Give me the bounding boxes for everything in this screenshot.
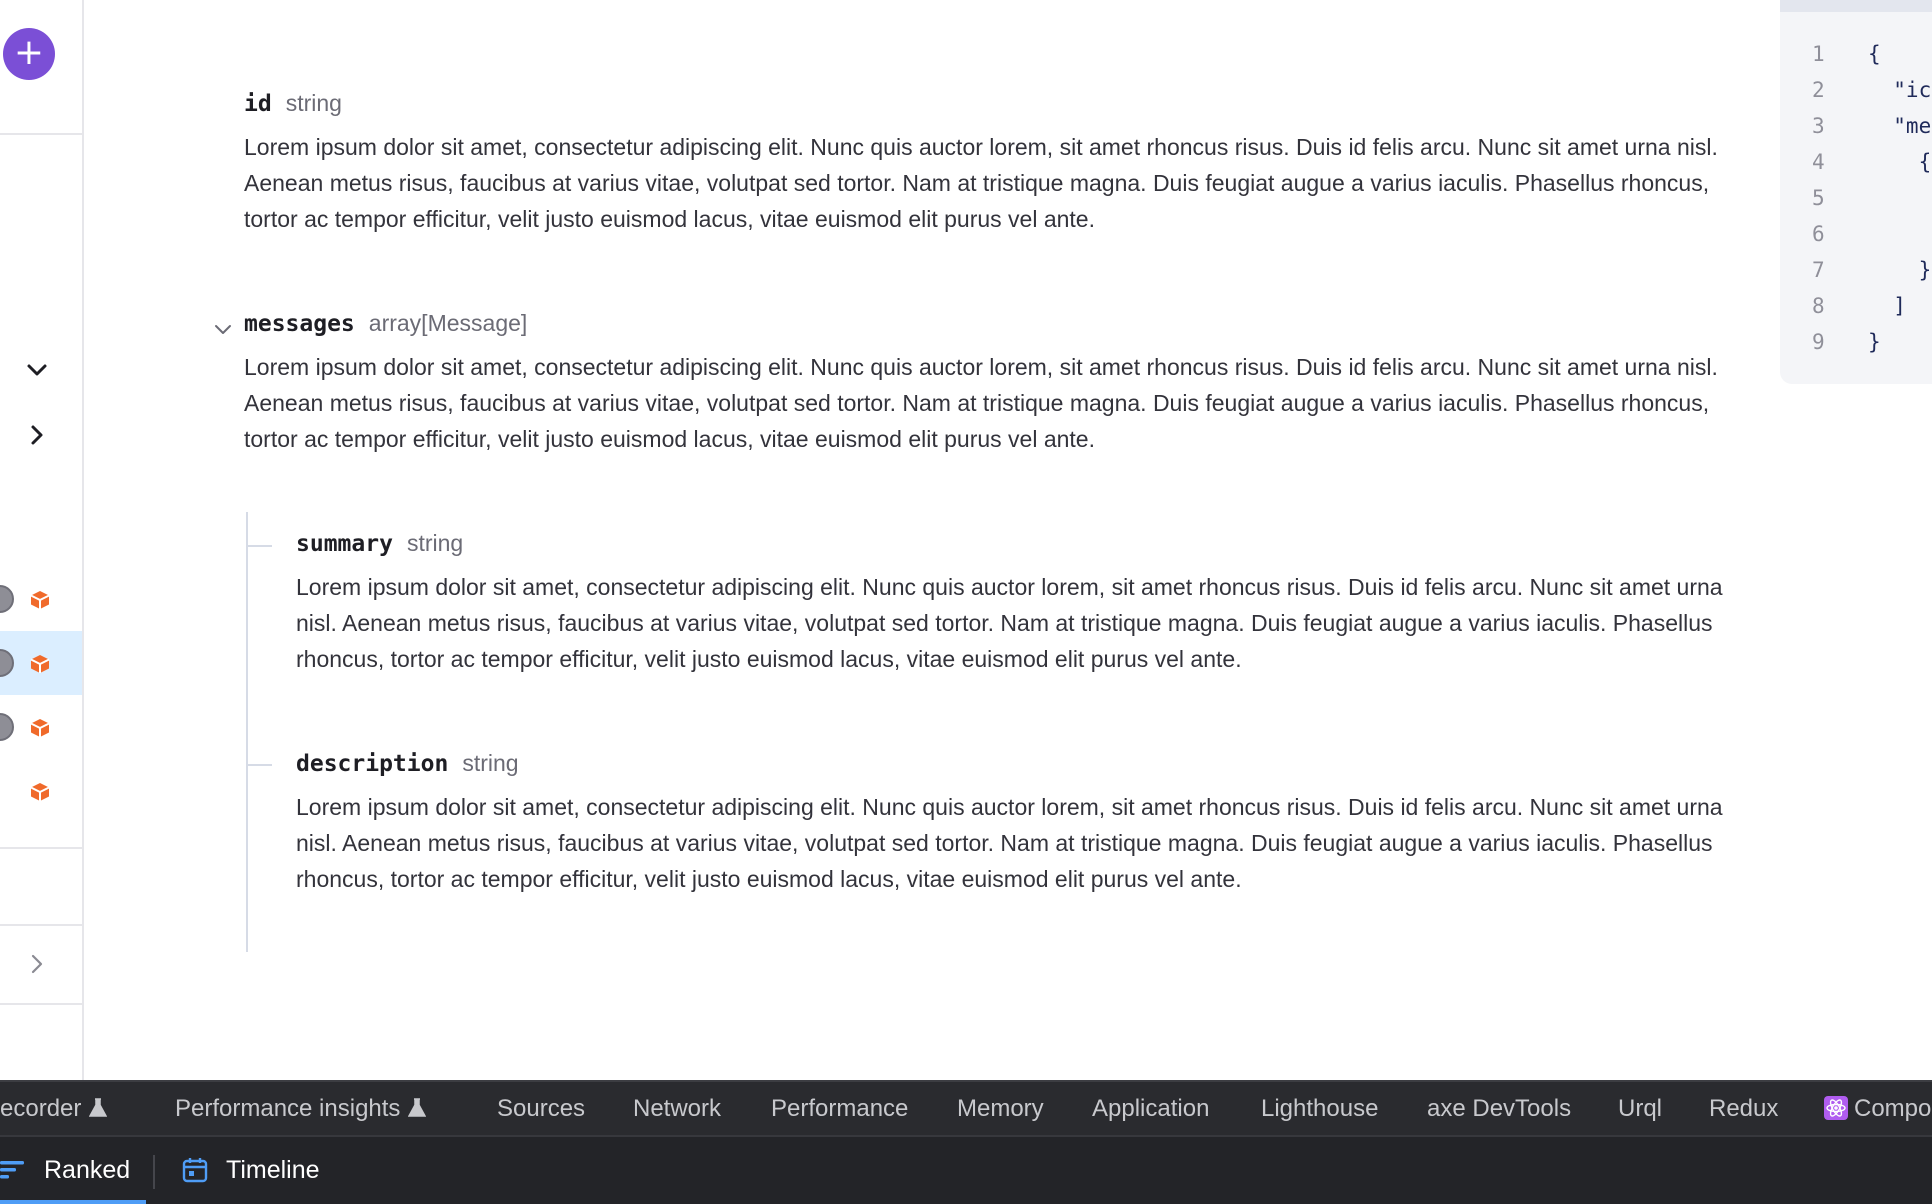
tab-axe-devtools[interactable]: axe DevTools bbox=[1427, 1095, 1572, 1122]
field-description: Lorem ipsum dolor sit amet, consectetur adipiscing elit. Nunc quis auctor lorem, sit amet rhoncus risus. Duis id felis arcu. Nunc sit amet urna nisl. Aenean metus risus, faucibus at varius vitae, volutpat sed tortor. Nam at tristique magna. Duis feugiat augue a varius iaculis. Phasellus rhoncus, tortor ac tempor efficitur, velit justo euismod lacus, vitae euismod elit purus vel ante. bbox=[296, 574, 1723, 672]
field-name: messages bbox=[244, 311, 355, 337]
tab-urql[interactable]: Urql bbox=[1618, 1095, 1663, 1122]
field-description: Lorem ipsum dolor sit amet, consectetur adipiscing elit. Nunc quis auctor lorem, sit amet rhoncus risus. Duis id felis arcu. Nunc sit amet urna nisl. Aenean metus risus, faucibus at varius vitae, volutpat sed tortor. Nam at tristique magna. Duis feugiat augue a varius iaculis. Phasellus rhoncus, tortor ac tempor efficitur, velit justo euismod lacus, vitae euismod elit purus vel ante. bbox=[244, 134, 1718, 232]
sidebar-divider bbox=[0, 133, 82, 135]
field-id bbox=[244, 90, 1724, 237]
field-name: summary bbox=[296, 531, 393, 557]
devtools-tabbar bbox=[0, 1080, 1932, 1135]
tab-lighthouse[interactable]: Lighthouse bbox=[1261, 1095, 1379, 1122]
cube-icon bbox=[29, 653, 51, 675]
schema-docs bbox=[84, 0, 1764, 1080]
tab-components[interactable]: Compo bbox=[1824, 1082, 1931, 1135]
nesting-tick bbox=[248, 764, 272, 766]
sidebar-divider bbox=[0, 924, 82, 926]
cube-icon bbox=[29, 589, 51, 611]
tab-separator bbox=[153, 1155, 155, 1189]
field-type: string bbox=[406, 530, 464, 556]
sidebar-divider bbox=[0, 1003, 82, 1005]
field-type: array[Message] bbox=[368, 310, 528, 336]
status-dot bbox=[0, 585, 14, 613]
sidebar-item[interactable] bbox=[0, 695, 82, 759]
status-dot bbox=[0, 713, 14, 741]
sidebar-divider bbox=[0, 847, 82, 849]
sidebar-item[interactable] bbox=[0, 567, 82, 631]
tab-recorder[interactable]: ecorder bbox=[0, 1082, 107, 1135]
tab-performance-insights[interactable]: Performance insights bbox=[175, 1082, 426, 1135]
status-dot bbox=[0, 649, 14, 677]
nesting-tick bbox=[248, 545, 272, 547]
tab-timeline[interactable]: Timeline bbox=[182, 1137, 320, 1204]
field-description: Lorem ipsum dolor sit amet, consectetur adipiscing elit. Nunc quis auctor lorem, sit amet rhoncus risus. Duis id felis arcu. Nunc sit amet urna nisl. Aenean metus risus, faucibus at varius vitae, volutpat sed tortor. Nam at tristique magna. Duis feugiat augue a varius iaculis. Phasellus rhoncus, tortor ac tempor efficitur, velit justo euismod lacus, vitae euismod elit purus vel ante. bbox=[244, 354, 1718, 452]
active-tab-indicator bbox=[0, 1200, 146, 1204]
flask-icon bbox=[408, 1098, 426, 1118]
field-type: string bbox=[462, 750, 519, 776]
tab-ranked[interactable]: Ranked bbox=[0, 1137, 130, 1204]
field-summary bbox=[296, 530, 1736, 677]
tab-application[interactable]: Application bbox=[1092, 1095, 1210, 1122]
flask-icon bbox=[89, 1098, 107, 1118]
field-description: Lorem ipsum dolor sit amet, consectetur adipiscing elit. Nunc quis auctor lorem, sit amet rhoncus risus. Duis id felis arcu. Nunc sit amet urna nisl. Aenean metus risus, faucibus at varius vitae, volutpat sed tortor. Nam at tristique magna. Duis feugiat augue a varius iaculis. Phasellus rhoncus, tortor ac tempor efficitur, velit justo euismod lacus, vitae euismod elit purus vel ante. bbox=[296, 794, 1723, 892]
field-messages bbox=[244, 310, 1724, 457]
code-sample-panel: 1 { 2 "ic 3 "me 4 { 5 6 7 } 8 ] 9 } bbox=[1780, 0, 1932, 384]
tab-performance[interactable]: Performance bbox=[771, 1095, 909, 1122]
field-name: description bbox=[296, 751, 449, 777]
cube-icon bbox=[29, 717, 51, 739]
chevron-right-icon[interactable] bbox=[24, 422, 50, 448]
sidebar-item-active[interactable] bbox=[0, 631, 82, 695]
tab-memory[interactable]: Memory bbox=[957, 1095, 1044, 1122]
field-description-field bbox=[296, 750, 1736, 897]
ranked-icon bbox=[0, 1159, 26, 1181]
react-icon bbox=[1824, 1096, 1848, 1120]
left-sidebar bbox=[0, 0, 84, 1080]
sidebar-item[interactable] bbox=[0, 759, 82, 823]
profiler-subbar bbox=[0, 1135, 1932, 1204]
calendar-icon bbox=[182, 1157, 208, 1183]
nesting-line bbox=[246, 512, 248, 952]
chevron-right-icon[interactable] bbox=[24, 951, 50, 977]
cube-icon bbox=[29, 781, 51, 803]
chevron-down-icon[interactable] bbox=[212, 318, 234, 340]
tab-redux[interactable]: Redux bbox=[1709, 1095, 1779, 1122]
tab-sources[interactable]: Sources bbox=[497, 1095, 586, 1122]
tab-network[interactable]: Network bbox=[633, 1095, 722, 1122]
add-button[interactable]: + bbox=[3, 28, 55, 80]
field-type: string bbox=[285, 90, 342, 116]
chevron-down-icon[interactable] bbox=[24, 357, 50, 383]
field-name: id bbox=[244, 91, 272, 117]
